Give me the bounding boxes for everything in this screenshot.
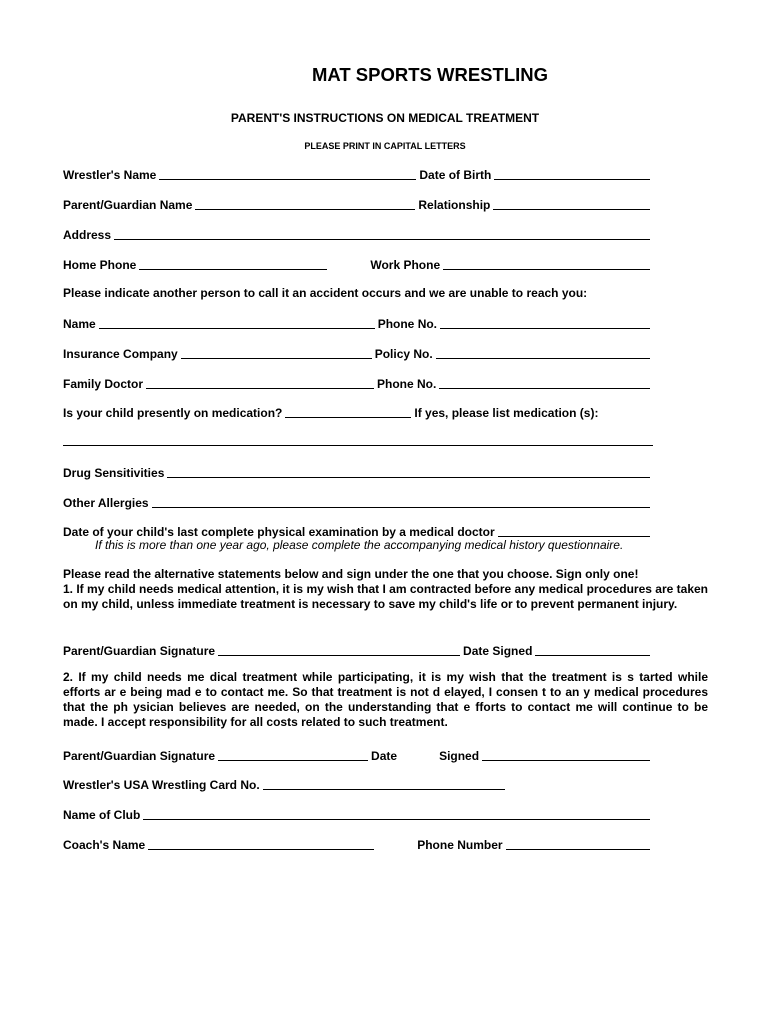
policy-label: Policy No.	[374, 347, 433, 361]
doctor-phone-label: Phone No.	[377, 377, 437, 391]
coach-field[interactable]	[148, 837, 374, 850]
medication-list-field[interactable]	[63, 445, 653, 446]
statement-option-1: 1. If my child needs medical attention, it is my wish that I am contracted before any medical procedures are taken on my child, unless immediate treatment is necessary to save my child's life or to prevent permanent injury.	[63, 582, 708, 611]
row-wrestler	[63, 164, 653, 182]
form-subtitle: PARENT'S INSTRUCTIONS ON MEDICAL TREATMENT	[230, 111, 540, 125]
row-alt-contact	[63, 313, 653, 331]
physical-exam-label: Date of your child's last complete physical examination by a medical doctor	[63, 525, 495, 539]
row-usa-card	[63, 774, 653, 792]
signature-2-label: Parent/Guardian Signature	[63, 749, 216, 763]
signature-1-field[interactable]	[218, 643, 460, 656]
club-label: Name of Club	[63, 808, 141, 822]
signature-1-label: Parent/Guardian Signature	[63, 644, 216, 658]
doctor-label: Family Doctor	[63, 377, 144, 391]
doctor-field[interactable]	[146, 376, 374, 389]
row-coach	[63, 834, 653, 852]
work-phone-label: Work Phone	[370, 258, 441, 272]
home-phone-field[interactable]	[139, 257, 327, 270]
date-2-label: Date	[371, 749, 398, 763]
signed-2-label: Signed	[439, 749, 480, 763]
physical-exam-note: If this is more than one year ago, please complete the accompanying medical history questionnaire.	[95, 538, 624, 552]
dob-field[interactable]	[494, 167, 650, 180]
coach-phone-label: Phone Number	[417, 838, 503, 852]
date-signed-1-field[interactable]	[535, 643, 650, 656]
row-address	[63, 224, 653, 242]
dob-label: Date of Birth	[419, 168, 492, 182]
row-insurance	[63, 343, 653, 361]
row-phones	[63, 254, 653, 272]
coach-label: Coach's Name	[63, 838, 146, 852]
wrestler-name-label: Wrestler's Name	[63, 168, 157, 182]
statements-intro: Please read the alternative statements below and sign under the one that you choose. Sign only one!	[63, 567, 639, 581]
row-physical-exam	[63, 521, 653, 539]
allergies-label: Other Allergies	[63, 496, 149, 510]
row-doctor	[63, 373, 653, 391]
drug-sensitivities-label: Drug Sensitivities	[63, 466, 165, 480]
statement-option-2: 2. If my child needs me dical treatment while participating, it is my wish that the treatment is s tarted while efforts ar e being mad e to contact me. So that treatment is not d elayed, I consen t to an y medical procedures that the ph ysician believes are needed, on the understanding that e fforts to contact me will continue to be made. I accept responsibility for all costs related to such treatment.	[63, 670, 708, 729]
relationship-field[interactable]	[493, 197, 650, 210]
allergies-field[interactable]	[152, 495, 650, 508]
row-allergies	[63, 492, 653, 510]
medication-question-label: Is your child presently on medication?	[63, 406, 283, 420]
row-club	[63, 804, 653, 822]
parent-name-label: Parent/Guardian Name	[63, 198, 193, 212]
home-phone-label: Home Phone	[63, 258, 137, 272]
row-drug-sensitivities	[63, 462, 653, 480]
medication-list-label: If yes, please list medication (s):	[414, 406, 599, 420]
alt-name-label: Name	[63, 317, 96, 331]
print-note: PLEASE PRINT IN CAPITAL LETTERS	[304, 141, 466, 151]
row-signature-2	[63, 745, 653, 763]
alt-contact-prompt: Please indicate another person to call it an accident occurs and we are unable to reach you:	[63, 286, 588, 300]
club-field[interactable]	[143, 807, 650, 820]
row-medication	[63, 402, 653, 420]
drug-sensitivities-field[interactable]	[167, 465, 650, 478]
coach-phone-field[interactable]	[506, 837, 650, 850]
medication-answer-field[interactable]	[285, 405, 411, 418]
insurance-field[interactable]	[181, 346, 372, 359]
alt-phone-label: Phone No.	[377, 317, 438, 331]
alt-phone-field[interactable]	[440, 316, 650, 329]
date-signed-1-label: Date Signed	[463, 644, 533, 658]
parent-name-field[interactable]	[195, 197, 415, 210]
form-title: MAT SPORTS WRESTLING	[311, 64, 549, 85]
signed-2-field[interactable]	[482, 748, 650, 761]
row-signature-1	[63, 640, 653, 658]
policy-field[interactable]	[436, 346, 650, 359]
address-label: Address	[63, 228, 112, 242]
usa-card-field[interactable]	[263, 777, 505, 790]
row-parent	[63, 194, 653, 212]
signature-2-field[interactable]	[218, 748, 368, 761]
address-field[interactable]	[114, 227, 650, 240]
usa-card-label: Wrestler's USA Wrestling Card No.	[63, 778, 260, 792]
physical-exam-field[interactable]	[498, 524, 650, 537]
doctor-phone-field[interactable]	[439, 376, 650, 389]
work-phone-field[interactable]	[443, 257, 650, 270]
relationship-label: Relationship	[418, 198, 491, 212]
wrestler-name-field[interactable]	[159, 167, 416, 180]
insurance-label: Insurance Company	[63, 347, 178, 361]
alt-name-field[interactable]	[99, 316, 375, 329]
